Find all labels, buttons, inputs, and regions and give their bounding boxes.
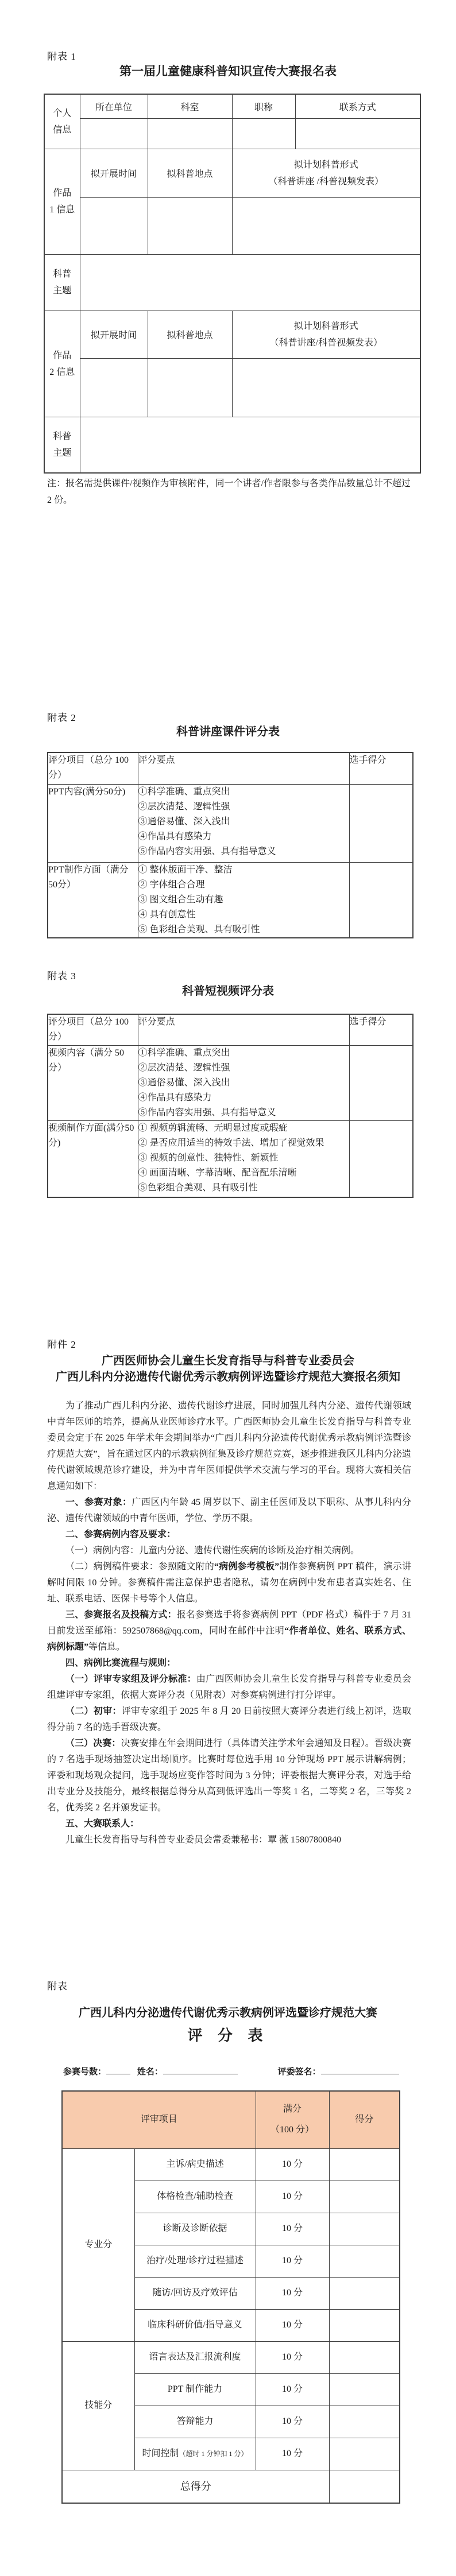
personal-info-label-line1: 个人 xyxy=(53,108,72,118)
judge-signature-label: 评委签名： xyxy=(277,2067,321,2077)
score-input-cell xyxy=(329,2373,400,2406)
attachment2-label: 附件 2 xyxy=(47,1339,76,1350)
text-segment: 三、参赛报名及投稿方式： xyxy=(65,1610,177,1620)
col-header-score-item: 评分项目（总分 100 分） xyxy=(48,1014,138,1045)
appendix2-label: 附表 2 xyxy=(47,712,76,723)
col-header-unit: 所在单位 xyxy=(80,94,148,118)
input-cell-title xyxy=(232,118,295,149)
item-time-control xyxy=(134,2438,256,2470)
attachment2-title-line2: 广西儿科内分泌遗传代谢优秀示教病例评选暨诊疗规范大赛报名须知 xyxy=(56,1371,400,1383)
work1-info-label xyxy=(44,149,80,254)
col-header-player-score: 选手得分 xyxy=(349,752,413,784)
full-score-value: 10 分 xyxy=(256,2341,329,2373)
row-label-video-content: 视频内容（满分 50分） xyxy=(48,1045,138,1120)
point-item: ③ 视频的创意性、独特性、新颖性 xyxy=(138,1153,279,1163)
work2-info-label xyxy=(44,311,80,417)
full-score-line2: （100 分） xyxy=(270,2125,315,2135)
point-item: ① 整体版面干净、整洁 xyxy=(138,864,233,875)
contestant-number-blank xyxy=(106,2065,130,2074)
paragraph-final xyxy=(47,1736,411,1816)
item-followup: 随访/回访及疗效评估 xyxy=(134,2277,256,2309)
full-score-value: 10 分 xyxy=(256,2181,329,2213)
work2-form-line1: 拟计划科普形式 xyxy=(293,321,358,331)
contestant-name-label: 姓名： xyxy=(137,2067,163,2077)
row-label-ppt-content: PPT内容(满分50分) xyxy=(48,784,138,862)
points-ppt-content xyxy=(138,784,349,862)
text-segment: （二）病例稿件要求：参照随文附的 xyxy=(65,1562,214,1572)
text-segment: 五、大赛联系人： xyxy=(65,1819,140,1829)
input-cell-work2-time xyxy=(80,358,148,417)
notice-body xyxy=(47,1398,411,1848)
row-label-video-production: 视频制作方面(满分50分) xyxy=(48,1120,138,1197)
score-form-fields xyxy=(63,2065,408,2077)
score-input-cell xyxy=(349,1120,413,1197)
final-score-table-title: 广西儿科内分泌遗传代谢优秀示教病例评选暨诊疗规范大赛 xyxy=(79,2007,377,2019)
col-header-work1-time: 拟开展时间 xyxy=(80,149,148,197)
item-chief-complaint: 主诉/病史描述 xyxy=(134,2148,256,2181)
contestant-name-blank xyxy=(163,2065,238,2074)
judge-signature-blank xyxy=(321,2065,399,2074)
point-item: ③通俗易懂、深入浅出 xyxy=(138,1077,230,1088)
item-research-value: 临床科研价值/指导意义 xyxy=(134,2309,256,2341)
item-treatment: 治疗/处理/诊疗过程描述 xyxy=(134,2245,256,2277)
input-cell-department xyxy=(148,118,232,149)
time-control-note: （超时 1 分钟扣 1 分） xyxy=(179,2450,248,2458)
work1-label-line2: 1 信息 xyxy=(49,205,75,215)
col-header-player-score: 选手得分 xyxy=(349,1014,413,1045)
personal-info-label xyxy=(44,94,80,149)
paragraph-preliminary xyxy=(47,1704,411,1736)
col-header-work2-place: 拟科普地点 xyxy=(148,311,232,358)
work1-label-line1: 作品 xyxy=(53,188,72,198)
appendix-score-label: 附表 xyxy=(47,1981,68,1992)
score-input-cell xyxy=(349,1045,413,1120)
group-label-professional: 专业分 xyxy=(62,2148,134,2341)
input-cell-work2-form xyxy=(232,358,420,417)
text-segment: 为了推动广西儿科内分泌、遗传代谢诊疗进展，同时加强儿科内分泌、遗传代谢领域中青年医师的培养，提高从业医师诊疗水平。广西医师协会儿童生长发育指导与科普专业委员会定于在 2025 年学术年会期间举办“广西儿科内分泌遗传代谢优秀示教病例评选暨诊疗规范大赛”，旨在通过区内的示教病例征集及诊疗规范竞赛，逐步推进我区儿科内分泌遗传代谢领域规范诊疗建设，并为中青年医师提供学术交流与学习的平台。现将大赛相关信息通知如下： xyxy=(47,1401,411,1491)
text-segment: 一、参赛对象： xyxy=(65,1498,132,1507)
text-segment: 二、参赛病例内容及要求： xyxy=(65,1530,176,1539)
full-score-value: 10 分 xyxy=(256,2373,329,2406)
text-segment: 儿童生长发育指导与科普专业委员会常委兼秘书：覃 薇 15807800840 xyxy=(65,1835,342,1845)
video-score-table-title: 科普短视频评分表 xyxy=(182,985,274,998)
text-segment: （一）评审专家组及评分标准： xyxy=(65,1674,196,1684)
paragraph-case-content xyxy=(47,1543,411,1559)
registration-table xyxy=(44,94,421,474)
row-label-ppt-design: PPT制作方面（满分50分） xyxy=(48,862,138,938)
text-segment: “病例参考模板” xyxy=(214,1562,280,1572)
col-header-full-score xyxy=(256,2091,329,2148)
lecture-score-table xyxy=(47,752,414,938)
time-control-text: 时间控制 xyxy=(142,2449,179,2458)
work2-label-line2: 2 信息 xyxy=(49,367,75,377)
topic1-label xyxy=(44,254,80,311)
point-item: ②层次清楚、逻辑性强 xyxy=(138,1062,230,1073)
final-score-table-subtitle: 评 分 表 xyxy=(187,2027,269,2044)
paragraph-judges xyxy=(47,1671,411,1704)
registration-note xyxy=(47,475,415,509)
score-input-cell xyxy=(329,2181,400,2213)
paragraph-rules-head xyxy=(47,1655,411,1671)
point-item: ⑤作品内容实用强、具有指导意义 xyxy=(138,1107,276,1118)
video-score-table xyxy=(47,1014,414,1198)
paragraph-participants xyxy=(47,1495,411,1527)
input-cell-work1-time xyxy=(80,197,148,254)
full-score-value: 10 分 xyxy=(256,2245,329,2277)
col-header-work2-time: 拟开展时间 xyxy=(80,311,148,358)
point-item: ④作品具有感染力 xyxy=(138,1092,212,1103)
point-item: ④ 具有创意性 xyxy=(138,909,196,920)
full-score-value: 10 分 xyxy=(256,2277,329,2309)
topic2-label xyxy=(44,417,80,473)
score-input-cell xyxy=(329,2438,400,2470)
paragraph-submission xyxy=(47,1607,411,1655)
point-item: ①科学准确、重点突出 xyxy=(138,1048,230,1058)
topic1-label-line1: 科普 xyxy=(53,269,72,279)
text-segment: “作者单位、姓名、联系方式、病例标题” xyxy=(47,1626,411,1652)
work1-form-line2: （科普讲座 /科普视频发表） xyxy=(268,176,384,187)
paragraph-contact xyxy=(47,1832,411,1848)
text-segment: 由广西医师协会儿童生长发育指导与科普专业委员会组建评审专家组，依据大赛评分表（见附表）对参赛病例进行打分评审。 xyxy=(47,1674,411,1700)
text-segment: 报名参赛选手将参赛病例 PPT（PDF 格式）稿件于 7 月 31 日前发送至邮箱：592507868@qq.com，同时在邮件中注明 xyxy=(47,1610,411,1636)
col-header-work1-place: 拟科普地点 xyxy=(148,149,232,197)
input-cell-topic2 xyxy=(80,417,420,473)
text-segment: 制作参赛病例 PPT 稿件，演示讲解时间限 10 分钟。参赛稿件需注意保护患者隐私，请勿在病例中发布患者真实姓名、住址、联系电话、医保卡号等个人信息。 xyxy=(47,1562,411,1604)
col-header-score: 得分 xyxy=(329,2091,400,2148)
points-video-production xyxy=(138,1120,349,1197)
total-score-input-cell xyxy=(329,2470,400,2503)
col-header-score-item: 评分项目（总分 100 分） xyxy=(48,752,138,784)
score-input-cell xyxy=(349,784,413,862)
point-item: ③ 图文组合生动有趣 xyxy=(138,894,223,905)
text-segment: 等信息。 xyxy=(88,1642,126,1652)
paragraph-contact-head xyxy=(47,1816,411,1832)
point-item: ②层次清楚、逻辑性强 xyxy=(138,801,230,812)
col-header-review-item: 评审项目 xyxy=(62,2091,256,2148)
text-segment: （三）决赛： xyxy=(65,1739,121,1748)
total-score-label: 总得分 xyxy=(62,2470,329,2503)
points-video-content xyxy=(138,1045,349,1120)
score-input-cell xyxy=(329,2341,400,2373)
point-item: ④ 画面清晰、字幕清晰、配音配乐清晰 xyxy=(138,1167,297,1178)
col-header-work2-form xyxy=(232,311,420,358)
text-segment: 四、病例比赛流程与规则： xyxy=(65,1658,176,1668)
topic2-label-line2: 主题 xyxy=(53,448,72,458)
col-header-contact: 联系方式 xyxy=(295,94,420,118)
item-ppt-skill: PPT 制作能力 xyxy=(134,2373,256,2406)
full-score-line1: 满分 xyxy=(283,2104,302,2115)
full-score-value: 10 分 xyxy=(256,2438,329,2470)
col-header-title: 职称 xyxy=(232,94,295,118)
point-item: ①科学准确、重点突出 xyxy=(138,786,230,797)
point-item: ⑤色彩组合美观、具有吸引性 xyxy=(138,1182,258,1193)
full-score-value: 10 分 xyxy=(256,2148,329,2181)
paragraph-case-requirements-head xyxy=(47,1527,411,1543)
attachment2-title-line1: 广西医师协会儿童生长发育指导与科普专业委员会 xyxy=(102,1355,354,1367)
final-score-table xyxy=(61,2090,400,2504)
full-score-value: 10 分 xyxy=(256,2309,329,2341)
point-item: ⑤ 色彩组合美观、具有吸引性 xyxy=(138,924,260,934)
work1-form-line1: 拟计划科普形式 xyxy=(293,160,358,170)
points-ppt-design xyxy=(138,862,349,938)
paragraph-intro xyxy=(47,1398,411,1495)
item-defense: 答辩能力 xyxy=(134,2406,256,2438)
full-score-value: 10 分 xyxy=(256,2213,329,2245)
full-score-value: 10 分 xyxy=(256,2406,329,2438)
col-header-department: 科室 xyxy=(148,94,232,118)
score-input-cell xyxy=(329,2406,400,2438)
note-line2: 2 份。 xyxy=(47,495,73,505)
point-item: ② 字体组合合理 xyxy=(138,879,205,890)
col-header-score-points: 评分要点 xyxy=(138,752,349,784)
point-item: ② 是否应用适当的特效手法、增加了视觉效果 xyxy=(138,1138,324,1148)
text-segment: 决赛安排在年会期间进行（具体请关注学术年会通知及日程）。晋级决赛的 7 名选手现场抽签决定出场顺序。比赛时每位选手用 10 分钟现场 PPT 展示讲解病例；评委和现场观众提问，选手现场应变作答时间为 3 分钟；评委根据大赛评分表，对选手给出专业分及技能分，最终根据总得分从高到低评选出一等奖 1 名，二等奖 2 名，三等奖 2 名，优秀奖 2 名并颁发证书。 xyxy=(47,1739,411,1813)
point-item: ⑤作品内容实用强、具有指导意义 xyxy=(138,846,276,856)
input-cell-contact xyxy=(295,118,420,149)
col-header-work1-form xyxy=(232,149,420,197)
score-input-cell xyxy=(329,2245,400,2277)
input-cell-work1-place xyxy=(148,197,232,254)
input-cell-work2-place xyxy=(148,358,232,417)
paragraph-case-manuscript xyxy=(47,1559,411,1607)
topic2-label-line1: 科普 xyxy=(53,431,72,441)
appendix3-label: 附表 3 xyxy=(47,971,76,981)
item-physical-exam: 体格检查/辅助检查 xyxy=(134,2181,256,2213)
input-cell-work1-form xyxy=(232,197,420,254)
point-item: ④作品具有感染力 xyxy=(138,831,212,841)
work2-form-line2: （科普讲座/科普视频发表） xyxy=(269,337,382,348)
score-input-cell xyxy=(349,862,413,938)
score-input-cell xyxy=(329,2277,400,2309)
personal-info-label-line2: 信息 xyxy=(53,125,72,135)
item-language: 语言表达及汇报流利度 xyxy=(134,2341,256,2373)
text-segment: 广西区内年龄 45 周岁以下、副主任医师及以下职称、从事儿科内分泌、遗传代谢领域的中青年医师，学位、学历不限。 xyxy=(47,1498,411,1523)
point-item: ① 视频剪辑流畅、无明显过度或瑕疵 xyxy=(138,1123,288,1133)
score-input-cell xyxy=(329,2213,400,2245)
contestant-number-label: 参赛号数： xyxy=(63,2067,107,2077)
item-diagnosis: 诊断及诊断依据 xyxy=(134,2213,256,2245)
topic1-label-line2: 主题 xyxy=(53,286,72,296)
point-item: ③通俗易懂、深入浅出 xyxy=(138,816,230,827)
text-segment: 评审专家组于 2025 年 8 月 20 日前按照大赛评分表进行线上初评，选取得分前 7 名的选手晋级决赛。 xyxy=(47,1706,411,1732)
score-input-cell xyxy=(329,2148,400,2181)
text-segment: （二）初审： xyxy=(65,1706,122,1716)
score-input-cell xyxy=(329,2309,400,2341)
work2-label-line1: 作品 xyxy=(53,350,72,360)
col-header-score-points: 评分要点 xyxy=(138,1014,349,1045)
text-segment: （一）病例内容：儿童内分泌、遗传代谢性疾病的诊断及治疗相关病例。 xyxy=(65,1546,360,1555)
appendix1-label: 附表 1 xyxy=(47,51,76,62)
registration-table-title: 第一届儿童健康科普知识宣传大赛报名表 xyxy=(119,64,337,78)
lecture-score-table-title: 科普讲座课件评分表 xyxy=(176,726,280,738)
note-line1: 注：报名需提供课件/视频作为审核附件，同一个讲者/作者限参与各类作品数量总计不超过 xyxy=(47,479,411,488)
input-cell-unit xyxy=(80,118,148,149)
group-label-skill: 技能分 xyxy=(62,2341,134,2470)
input-cell-topic1 xyxy=(80,254,420,311)
